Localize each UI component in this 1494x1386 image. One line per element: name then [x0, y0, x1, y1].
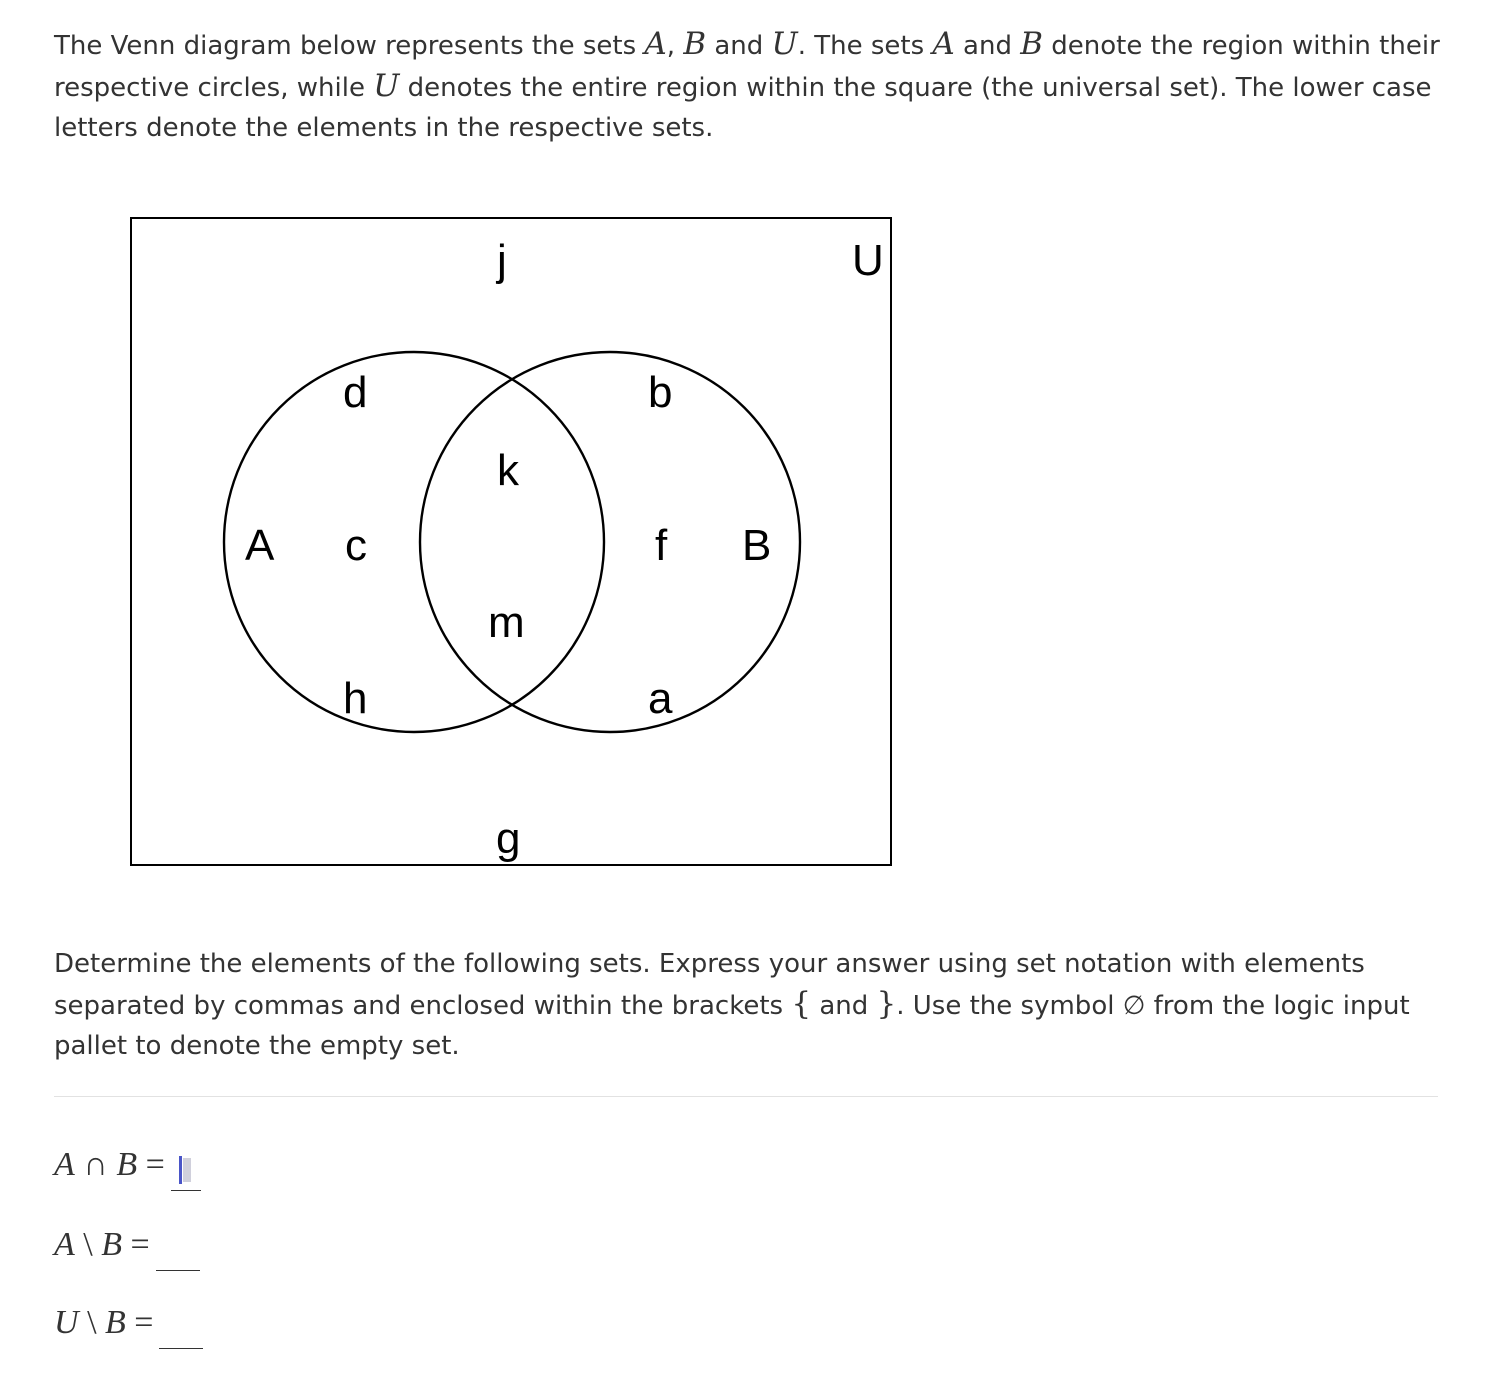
element-c: c [345, 521, 367, 570]
element-b: b [648, 368, 673, 417]
input-selection [183, 1158, 191, 1182]
expr-equals: = [137, 1146, 165, 1183]
var-u: U [771, 26, 798, 62]
question-u-minus-b [54, 1298, 203, 1348]
instructions-text: and [811, 991, 877, 1021]
set-a-label: A [245, 521, 275, 570]
var-b: B [1020, 26, 1044, 62]
divider [54, 1096, 1438, 1097]
instructions-text: from the logic input pallet to denote the empty set. [54, 991, 1410, 1061]
empty-set-symbol: ∅ [1122, 991, 1146, 1021]
question-expression [54, 1226, 150, 1264]
instructions-paragraph [54, 944, 1444, 1066]
intro-text: and [706, 31, 772, 61]
question-expression [54, 1146, 165, 1184]
var-u: U [373, 68, 400, 104]
instructions-text: . Use the symbol [896, 991, 1123, 1021]
answer-input-a-minus-b[interactable] [156, 1232, 200, 1271]
expr-right: B [116, 1146, 138, 1183]
set-b-label: B [742, 521, 772, 570]
intro-text: . The sets [797, 31, 933, 61]
expr-operator: \ [78, 1304, 106, 1341]
circle-a [224, 352, 604, 732]
var-a: A [932, 26, 955, 62]
element-m: m [488, 598, 525, 647]
intro-text: and [954, 31, 1021, 61]
text-caret [179, 1156, 182, 1184]
expr-equals: = [125, 1304, 154, 1341]
expr-operator: ∩ [74, 1146, 117, 1183]
element-f: f [655, 521, 668, 570]
element-k: k [497, 446, 519, 495]
answer-input-u-minus-b[interactable] [159, 1310, 203, 1349]
expr-left: U [54, 1304, 79, 1341]
element-h: h [343, 674, 368, 723]
intro-text: denote the region within their respective circles, while [54, 31, 1440, 103]
element-j: j [497, 236, 507, 285]
intro-text: denotes the entire region within the square (the universal set). The lower case letters denote the elements in the respective sets. [54, 73, 1432, 143]
instructions-text: Determine the elements of the following sets. Express your answer using set notation with elements separated by commas and enclosed within the brackets [54, 949, 1365, 1021]
expr-operator: \ [74, 1226, 102, 1263]
expr-left: A [54, 1146, 75, 1183]
open-brace: { [791, 986, 812, 1022]
expr-right: B [105, 1304, 126, 1341]
element-g: g [496, 814, 521, 863]
close-brace: } [876, 986, 897, 1022]
expr-right: B [101, 1226, 123, 1263]
question-a-minus-b [54, 1220, 200, 1270]
intro-text: , [666, 31, 684, 61]
venn-diagram [130, 217, 894, 867]
intro-paragraph [54, 24, 1444, 148]
element-d: d [343, 368, 368, 417]
question-expression [54, 1304, 153, 1342]
intro-text: The Venn diagram below represents the sets [54, 31, 645, 61]
var-b: B [683, 26, 707, 62]
expr-equals: = [122, 1226, 150, 1263]
answer-input-intersection[interactable] [171, 1152, 201, 1191]
universe-label: U [852, 236, 884, 285]
element-a: a [648, 674, 673, 723]
question-intersection [54, 1140, 201, 1190]
var-a: A [644, 26, 667, 62]
expr-left: A [54, 1226, 75, 1263]
